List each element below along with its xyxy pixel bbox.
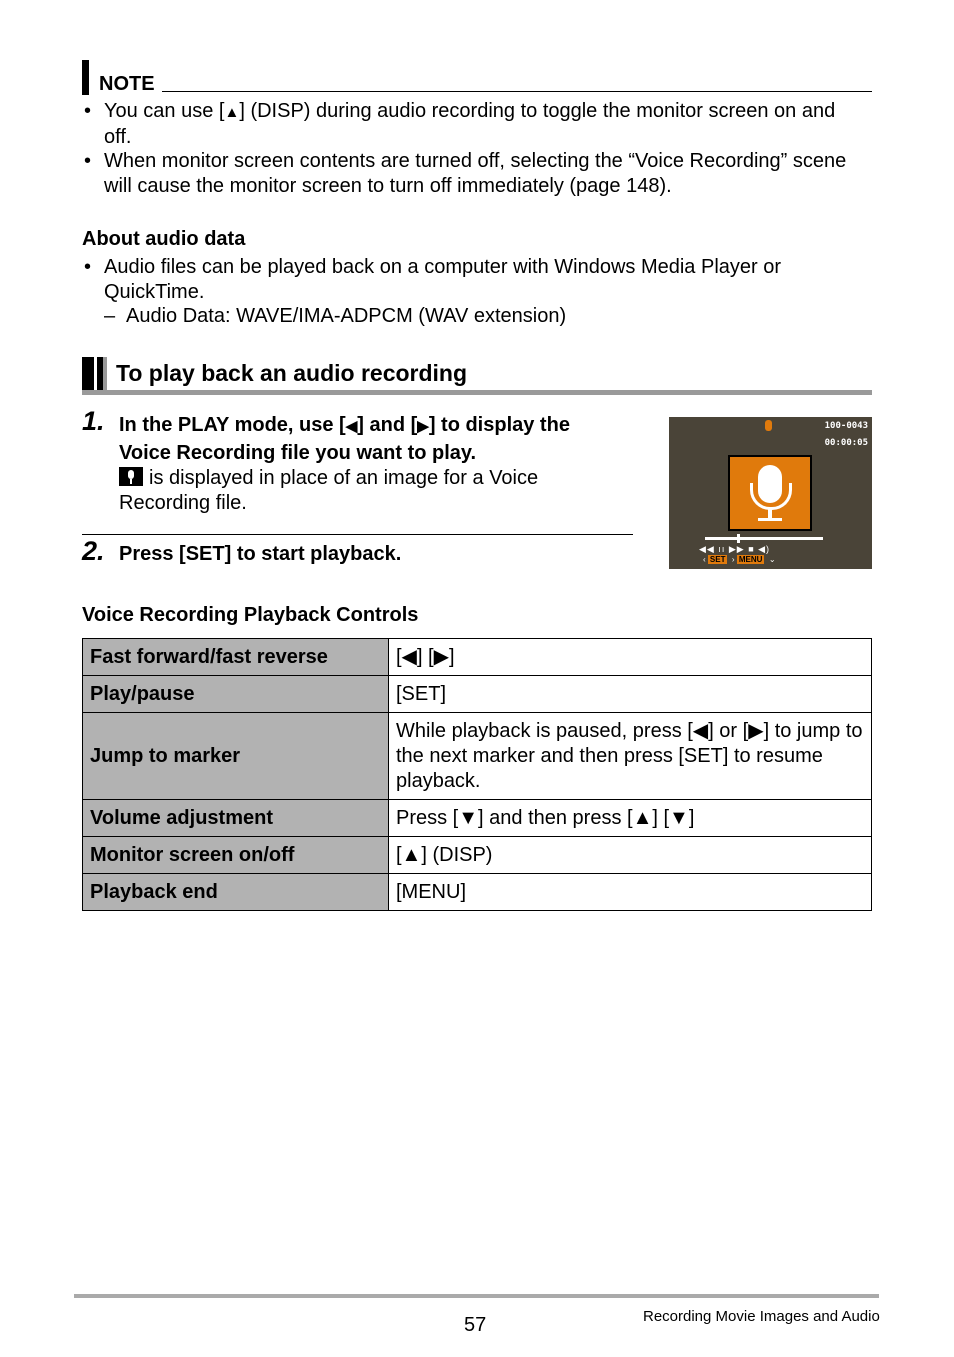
- playback-progress-bar: [705, 537, 823, 540]
- about-audio-heading: About audio data: [82, 228, 246, 250]
- table-value-cell: [SET]: [389, 676, 872, 713]
- table-row: [83, 639, 872, 676]
- microphone-icon: [119, 467, 143, 486]
- table-label-cell: Volume adjustment: [83, 800, 389, 837]
- table-label-cell: Fast forward/fast reverse: [83, 639, 389, 676]
- table-label-cell: Jump to marker: [83, 713, 389, 800]
- about-sub-text: Audio Data: WAVE/IMA-ADPCM (WAV extension): [126, 305, 567, 327]
- left-key-icon: ‹: [703, 555, 706, 564]
- note-bullet-1-post: ] (DISP) during audio recording to toggle the monitor screen on and off.: [104, 100, 836, 148]
- left-triangle-icon: ◀: [345, 418, 358, 435]
- table-value-cell: [MENU]: [389, 874, 872, 911]
- section-marker-gray: [103, 357, 107, 391]
- table-label-cell: Playback end: [83, 874, 389, 911]
- note-label: NOTE: [99, 73, 155, 95]
- about-bullet-marker: •: [84, 256, 92, 278]
- mini-microphone-icon: [765, 420, 772, 431]
- menu-key-tag: MENU: [738, 555, 763, 564]
- about-sub-dash: –: [104, 305, 116, 327]
- set-key-tag: SET: [709, 555, 726, 564]
- table-label-cell: Monitor screen on/off: [83, 837, 389, 874]
- chapter-title: Recording Movie Images and Audio: [643, 1308, 880, 1325]
- step-2-number: 2.: [82, 536, 105, 566]
- table-value-cell: [▲] (DISP): [389, 837, 872, 874]
- table-value-cell: Press [▼] and then press [▲] [▼]: [389, 800, 872, 837]
- right-triangle-icon: ▶: [417, 418, 429, 435]
- step-1-text-c: ] to display the Voice Recording file you want to play.: [119, 414, 570, 464]
- step-2-instruction: Press [SET] to start playback.: [119, 543, 402, 565]
- step-divider: [82, 534, 633, 535]
- key-guide: [703, 555, 868, 564]
- camera-screen-image: [669, 417, 872, 569]
- step-1-text-b: ] and [: [357, 414, 418, 436]
- note-marker-bar: [82, 60, 89, 95]
- controls-table-title: Voice Recording Playback Controls: [82, 604, 419, 626]
- elapsed-time: 00:00:05: [824, 438, 868, 448]
- table-value-cell: [◀] [▶]: [389, 639, 872, 676]
- table-row: [83, 874, 872, 911]
- table-row: [83, 676, 872, 713]
- up-triangle-icon: ▲: [224, 104, 240, 121]
- file-number: 100-0043: [824, 421, 868, 431]
- right-key-icon: ›: [731, 555, 735, 564]
- table-row: [83, 713, 872, 800]
- step-1-text-a: In the PLAY mode, use [: [119, 414, 346, 436]
- voice-recording-icon-frame: [728, 455, 812, 531]
- note-bullet-1: [104, 99, 864, 150]
- microphone-icon-large: [730, 457, 810, 529]
- note-bullet-1-marker: •: [84, 100, 92, 122]
- controls-table: [82, 638, 872, 911]
- note-bullet-2-marker: •: [84, 150, 92, 172]
- section-rule: [82, 390, 872, 395]
- down-key-icon: ⌄: [768, 555, 776, 564]
- note-bullet-2: When monitor screen contents are turned off, selecting the “Voice Recording” scene will cause the monitor screen to turn off immediately (page 148).: [104, 150, 847, 197]
- playback-progress-knob: [737, 534, 740, 543]
- step-1-desc-text: is displayed in place of an image for a Voice Recording file.: [119, 467, 539, 514]
- footer-rule: [74, 1294, 879, 1298]
- about-bullet-text: Audio files can be played back on a computer with Windows Media Player or QuickTime.: [104, 256, 782, 303]
- note-bullet-1-pre: You can use [: [104, 100, 225, 122]
- step-1-number: 1.: [82, 406, 105, 436]
- table-value-cell: While playback is paused, press [◀] or [▶] to jump to the next marker and then press [SET] to resume playback.: [389, 713, 872, 800]
- note-rule: [162, 91, 872, 92]
- table-label-cell: Play/pause: [83, 676, 389, 713]
- page-number: 57: [464, 1314, 487, 1336]
- table-row: [83, 837, 872, 874]
- section-title: To play back an audio recording: [116, 360, 468, 386]
- playback-control-icons: ◀◀ ıı ▶▶ ■ ◀): [699, 544, 771, 554]
- step-1-description: [119, 466, 589, 516]
- section-marker-block: [82, 357, 94, 391]
- step-1-instruction: [119, 412, 619, 466]
- table-row: [83, 800, 872, 837]
